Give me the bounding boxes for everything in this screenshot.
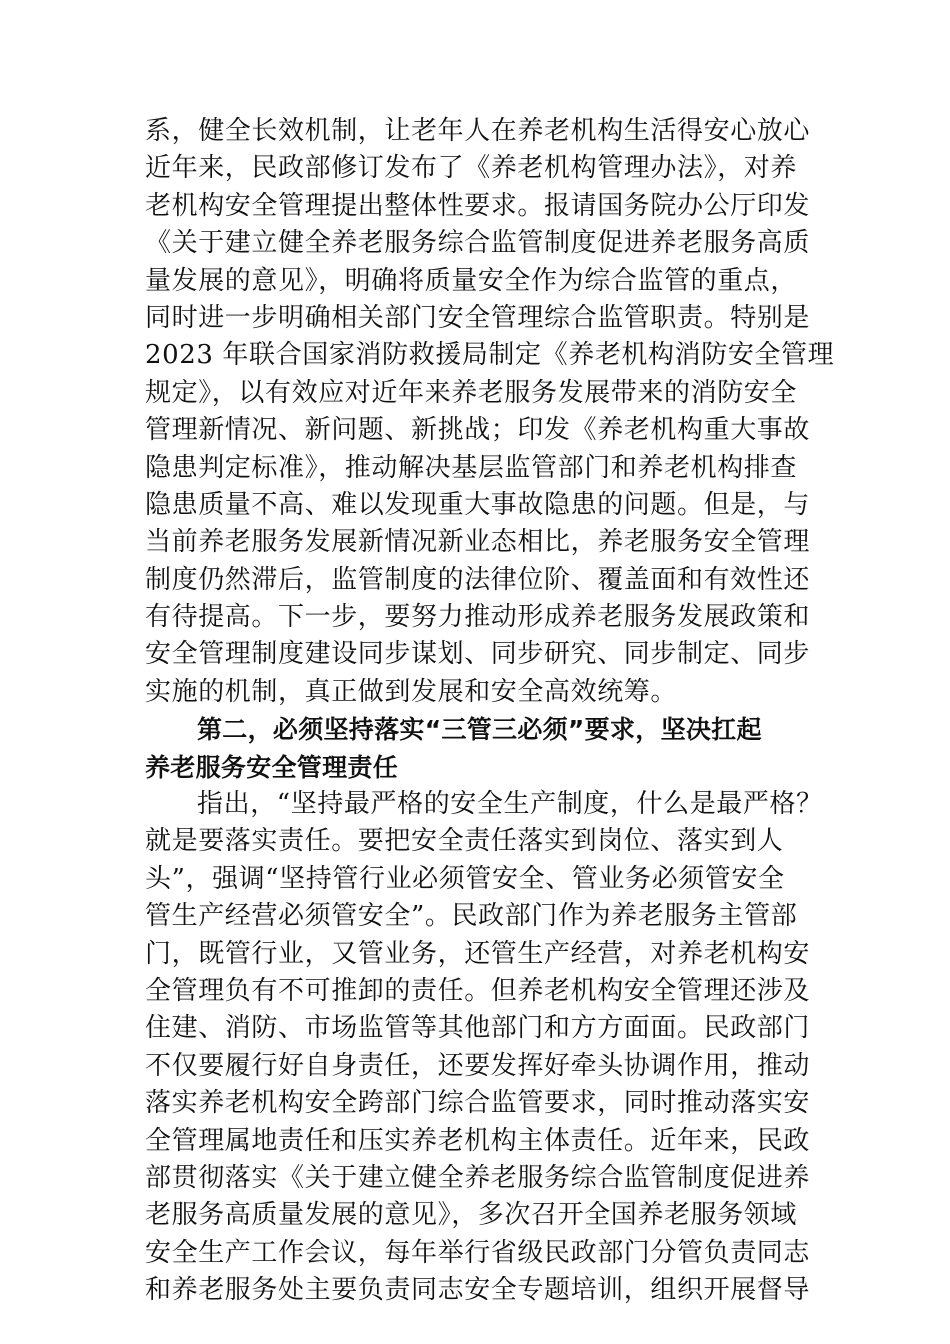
text-line: 管理新情况、新问题、新挑战；印发《养老机构重大事故 <box>145 415 811 446</box>
paragraph-elderly-care-regulations <box>145 113 835 711</box>
text-line: 安全管理制度建设同步谋划、同步研究、同步制定、同步 <box>145 639 811 670</box>
text-line: 头”，强调“坚持管行业必须管安全、管业务必须管安全 <box>145 863 785 894</box>
text-line: 门，既管行业，又管业务，还管生产经营，对养老机构安 <box>145 938 811 969</box>
text-line: 住建、消防、市场监管等其他部门和方方面面。民政部门 <box>145 1013 811 1044</box>
text-line: 部贯彻落实《关于建立健全养老服务综合监管制度促进养 <box>145 1162 811 1193</box>
paragraph-safety-responsibility <box>145 786 823 1309</box>
text-line: 全管理负有不可推卸的责任。但养老机构安全管理还涉及 <box>145 975 811 1006</box>
text-line: 和养老服务处主要负责同志安全专题培训，组织开展督导 <box>145 1275 811 1306</box>
text-line: 隐患判定标准》，推动解决基层监管部门和养老机构排查 <box>145 452 798 483</box>
text-line: 管生产经营必须管安全”。民政部门作为养老服务主管部 <box>145 901 798 932</box>
text-line: 指出，“坚持最严格的安全生产制度，什么是最严格？ <box>197 789 823 820</box>
text-line: 有待提高。下一步，要努力推动形成养老服务发展政策和 <box>145 602 811 633</box>
text-line: 同时进一步明确相关部门安全管理综合监管职责。特别是 <box>145 302 811 333</box>
text-line: 规定》，以有效应对近年来养老服务发展带来的消防安全 <box>145 377 798 408</box>
heading-line: 养老服务安全管理责任 <box>145 752 399 782</box>
text-line: 实施的机制，真正做到发展和安全高效统筹。 <box>145 676 678 707</box>
text-line: 老机构安全管理提出整体性要求。报请国务院办公厅印发 <box>145 190 811 221</box>
text-line: 不仅要履行好自身责任，还要发挥好牵头协调作用，推动 <box>145 1050 811 1081</box>
text-line: 《关于建立健全养老服务综合监管制度促进养老服务高质 <box>145 228 811 259</box>
text-line: 安全生产工作会议，每年举行省级民政部门分管负责同志 <box>145 1237 811 1268</box>
text-line: 2023 年联合国家消防救援局制定《养老机构消防安全管理 <box>145 340 835 371</box>
text-line: 量发展的意见》，明确将质量安全作为综合监管的重点， <box>145 265 798 296</box>
text-line: 落实养老机构安全跨部门综合监管要求，同时推动落实安 <box>145 1088 811 1119</box>
text-line: 老服务高质量发展的意见》，多次召开全国养老服务领域 <box>145 1200 798 1231</box>
text-line: 近年来，民政部修订发布了《养老机构管理办法》，对养 <box>145 153 798 184</box>
text-line: 当前养老服务发展新情况新业态相比，养老服务安全管理 <box>145 527 811 558</box>
text-line: 就是要落实责任。要把安全责任落实到岗位、落实到人 <box>145 826 784 857</box>
text-line: 隐患质量不高、难以发现重大事故隐患的问题。但是，与 <box>145 489 811 520</box>
text-line: 制度仍然滞后，监管制度的法律位阶、覆盖面和有效性还 <box>145 564 811 595</box>
document-body <box>145 113 835 1310</box>
section-heading <box>145 711 810 786</box>
heading-line: 第二，必须坚持落实“三管三必须”要求，坚决扛起 <box>197 715 762 745</box>
text-line: 系，健全长效机制，让老年人在养老机构生活得安心放心 <box>145 116 811 146</box>
text-line: 全管理属地责任和压实养老机构主体责任。近年来，民政 <box>145 1125 811 1156</box>
